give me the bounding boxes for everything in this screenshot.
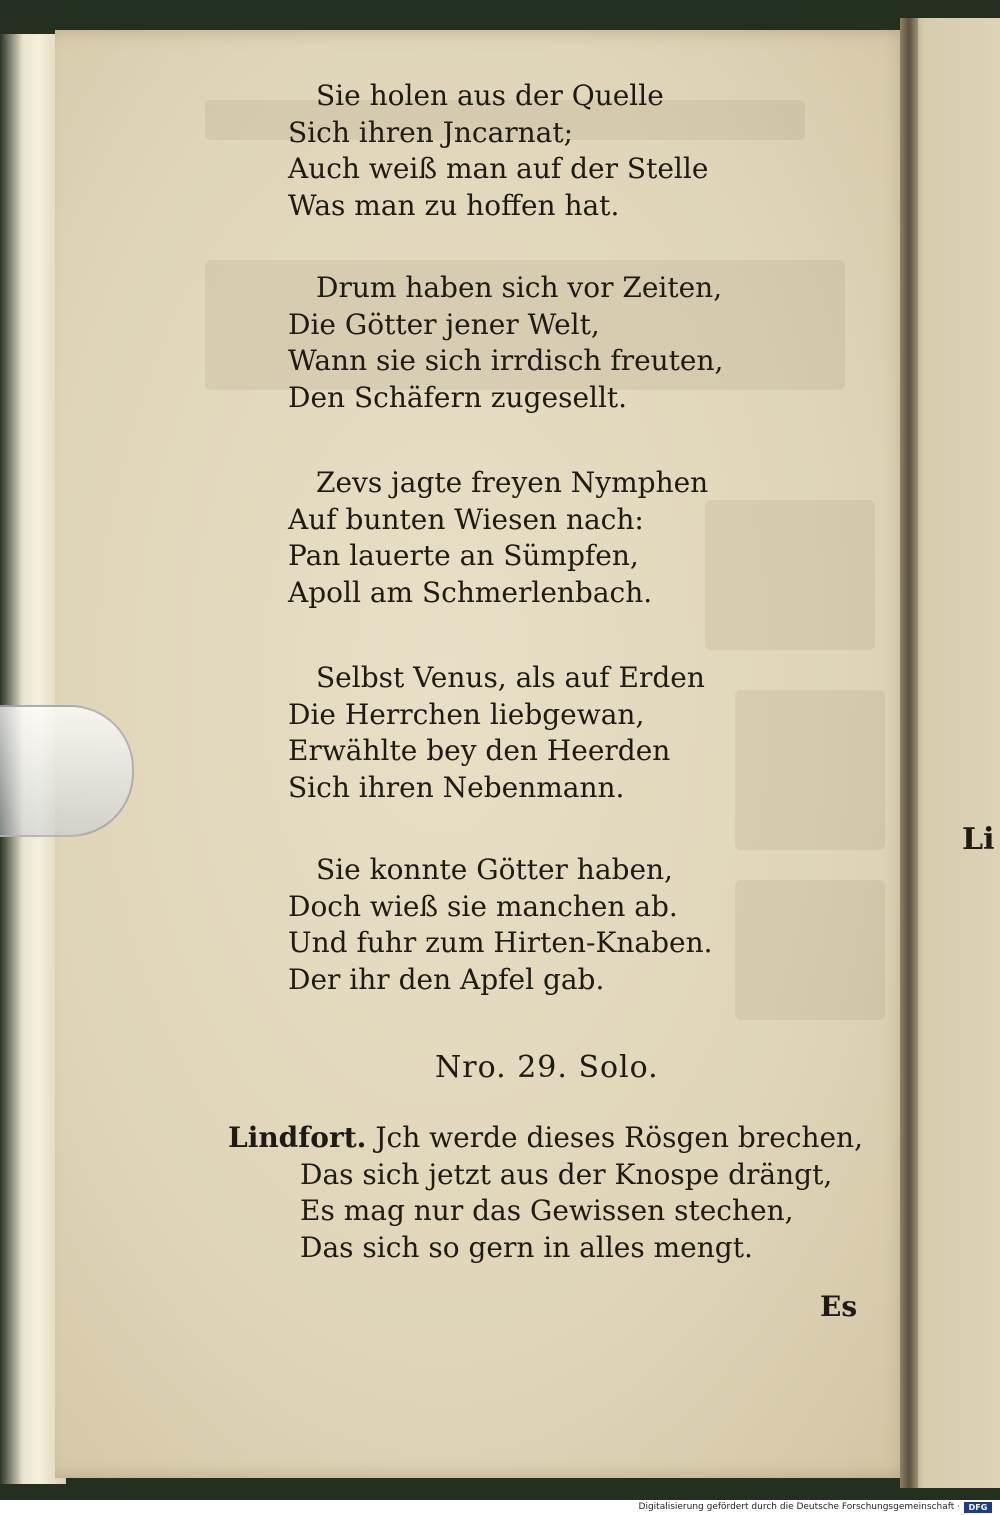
book-gutter bbox=[900, 18, 918, 1488]
poem-line: Die Götter jener Welt, bbox=[288, 307, 600, 341]
poem-line: Sich ihren Nebenmann. bbox=[288, 770, 625, 804]
stanza-5 bbox=[288, 852, 713, 998]
poem-line: Auch weiß man auf der Stelle bbox=[288, 152, 709, 185]
poem-line: Was man zu hoffen hat. bbox=[288, 188, 620, 222]
catchword: Es bbox=[820, 1290, 858, 1323]
footer-bar bbox=[0, 1500, 1000, 1515]
section-heading: Nro. 29. Solo. bbox=[435, 1050, 659, 1085]
poem-line: Selbst Venus, als auf Erden bbox=[316, 661, 705, 694]
page-holder-clip bbox=[0, 705, 134, 837]
facing-page bbox=[905, 18, 1000, 1488]
stanza-4 bbox=[288, 660, 705, 806]
poem-line: Die Herrchen liebgewan, bbox=[288, 697, 645, 731]
bleed-through-shadow bbox=[705, 500, 875, 650]
poem-line: Sie konnte Götter haben, bbox=[316, 853, 673, 886]
stanza-2 bbox=[288, 270, 723, 416]
poem-line: Sich ihren Jncarnat; bbox=[288, 115, 574, 149]
stanza-1 bbox=[288, 78, 708, 224]
speech-first-line bbox=[228, 1121, 863, 1154]
poem-line: Sie holen aus der Quelle bbox=[316, 79, 664, 112]
speech-line: Das sich so gern in alles mengt. bbox=[300, 1230, 753, 1264]
bleed-through-shadow bbox=[735, 880, 885, 1020]
bleed-through-shadow bbox=[735, 690, 885, 850]
poem-line: Zevs jagte freyen Nymphen bbox=[316, 466, 709, 499]
speech-line: Es mag nur das Gewissen stechen, bbox=[300, 1194, 794, 1227]
speech-line: Jch werde dieses Rösgen brechen, bbox=[375, 1121, 863, 1154]
poem-line: Auf bunten Wiesen nach: bbox=[288, 502, 644, 536]
poem-line: Wann sie sich irrdisch freuten, bbox=[288, 344, 724, 377]
poem-line: Erwählte bey den Heerden bbox=[288, 734, 671, 767]
poem-line: Und fuhr zum Hirten-Knaben. bbox=[288, 926, 713, 959]
poem-line: Apoll am Schmerlenbach. bbox=[288, 575, 653, 609]
poem-line: Doch wieß sie manchen ab. bbox=[288, 889, 678, 923]
dfg-logo: DFG bbox=[964, 1502, 992, 1513]
speech-block bbox=[228, 1120, 863, 1266]
speaker-name: Lindfort. bbox=[228, 1121, 367, 1154]
facing-page-text-fragment: Li bbox=[962, 822, 995, 857]
funding-credit: Digitalisierung gefördert durch die Deutsche Forschungsgemeinschaft · bbox=[638, 1502, 960, 1512]
poem-line: Der ihr den Apfel gab. bbox=[288, 962, 605, 996]
stanza-3 bbox=[288, 465, 708, 611]
poem-line: Den Schäfern zugesellt. bbox=[288, 380, 628, 414]
poem-line: Pan lauerte an Sümpfen, bbox=[288, 539, 639, 572]
speech-line: Das sich jetzt aus der Knospe drängt, bbox=[300, 1157, 833, 1191]
poem-line: Drum haben sich vor Zeiten, bbox=[316, 271, 723, 304]
